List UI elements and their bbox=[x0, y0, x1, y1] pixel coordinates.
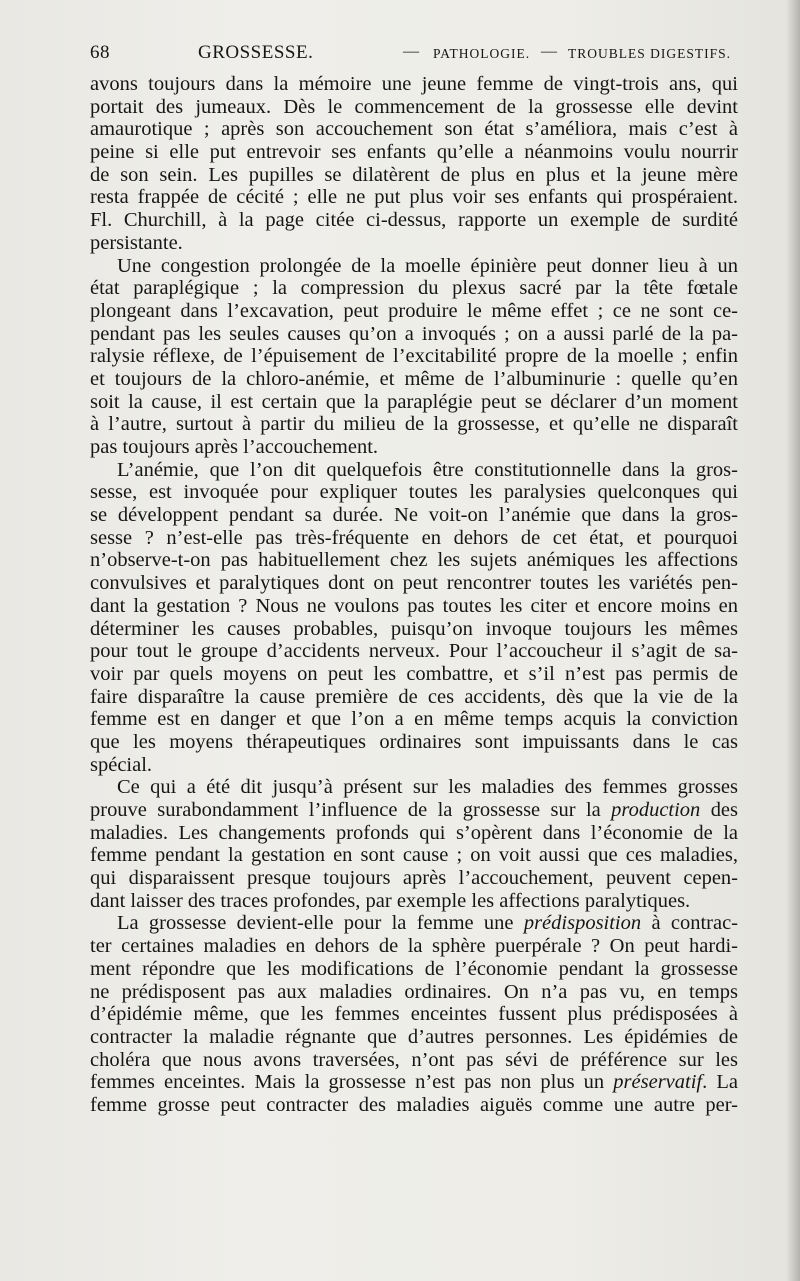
text-line: contracter la maladie régnante que d’autres personnes. Les épidémies de bbox=[90, 1025, 738, 1048]
text-line: que les moyens thérapeutiques ordinaires sont impuissants dans le cas bbox=[90, 730, 738, 753]
paragraph-start-line: Ce qui a été dit jusqu’à présent sur les maladies des femmes grosses bbox=[117, 776, 738, 799]
text-line: d’épidémie même, que les femmes enceintes fussent plus prédisposées à bbox=[90, 1003, 738, 1026]
text-line: état paraplégique ; la compression du plexus sacré par la tête fœtale bbox=[90, 277, 738, 300]
text-span: femmes enceintes. Mais la grossesse n’est pas non plus un bbox=[90, 1071, 614, 1094]
text-line bbox=[90, 1071, 738, 1094]
text-line: ment répondre que les modifications de l’économie pendant la grossesse bbox=[90, 957, 738, 980]
text-line: et toujours de la chloro-anémie, et même de l’albuminurie : quelle qu’en bbox=[90, 367, 738, 390]
text-line: ter certaines maladies en dehors de la sphère puerpérale ? On peut hardi- bbox=[90, 935, 738, 958]
header-title: GROSSESSE. bbox=[198, 42, 314, 63]
text-line: avons toujours dans la mémoire une jeune femme de vingt-trois ans, qui bbox=[90, 73, 738, 95]
header-dash: — bbox=[403, 43, 419, 60]
text-line: dant laisser des traces profondes, par exemple les affections paralytiques. bbox=[90, 889, 691, 912]
text-line: persistante. bbox=[90, 231, 183, 254]
text-line bbox=[90, 799, 738, 822]
running-header bbox=[90, 42, 738, 72]
text-line: femme grosse peut contracter des maladies aiguës comme une autre per- bbox=[90, 1093, 738, 1116]
text-line: de son sein. Les pupilles se dilatèrent de plus en plus et la jeune mère bbox=[90, 163, 738, 186]
text-line: sesse, est invoquée pour expliquer toutes les paralysies quelconques qui bbox=[90, 481, 738, 504]
text-line: maladies. Les changements profonds qui s’opèrent dans l’économie de la bbox=[90, 821, 738, 844]
text-line: convulsives et paralytiques dont on peut rencontrer toutes les variétés pen- bbox=[90, 572, 738, 595]
text-line: pendant pas les seules causes qu’on a invoqués ; on a aussi parlé de la pa- bbox=[90, 322, 738, 345]
text-line: qui disparaissent presque toujours après l’accouchement, peuvent cepen- bbox=[90, 867, 738, 890]
header-section: PATHOLOGIE. bbox=[433, 46, 531, 61]
text-line: pour tout le groupe d’accidents nerveux. Pour l’accoucheur il s’agit de sa- bbox=[90, 640, 738, 663]
page-number: 68 bbox=[90, 42, 110, 63]
text-line: peine si elle put entrevoir ses enfants qu’elle a néanmoins voulu nourrir bbox=[90, 141, 738, 164]
text-line: à l’autre, surtout à partir du milieu de la grossesse, et qu’elle ne disparaît bbox=[90, 413, 738, 436]
text-line: sesse ? n’est-elle pas très-fréquente en dehors de cet état, et pourquoi bbox=[90, 526, 738, 549]
italic-term: prédisposition bbox=[523, 912, 642, 935]
italic-term: production bbox=[611, 799, 701, 821]
text-line: n’observe-t-on pas habituellement chez les sujets anémiques les affections bbox=[90, 549, 738, 572]
text-line: voir par quels moyens on peut les combattre, et s’il n’est pas permis de bbox=[90, 662, 738, 685]
text-span: à contrac- bbox=[641, 912, 738, 935]
text-line: ne prédisposent pas aux maladies ordinaires. On n’a pas vu, en temps bbox=[90, 980, 738, 1003]
header-subsection: TROUBLES DIGESTIFS. bbox=[568, 46, 732, 61]
italic-term: préservatif bbox=[613, 1071, 703, 1094]
text-span: La grossesse devient-elle pour la femme une bbox=[117, 912, 524, 935]
text-line: femme est en danger et que l’on a en même temps acquis la conviction bbox=[90, 708, 738, 731]
paragraph-start-line: Une congestion prolongée de la moelle épinière peut donner lieu à un bbox=[117, 254, 738, 277]
text-line: faire disparaître la cause première de ces accidents, dès que la vie de la bbox=[90, 685, 738, 708]
text-line: ralysie réflexe, de l’épuisement de l’excitabilité propre de la moelle ; enfin bbox=[90, 345, 738, 368]
text-line: soit la cause, il est certain que la paraplégie peut se déclarer d’un moment bbox=[90, 390, 738, 413]
text-span: . La bbox=[702, 1071, 738, 1094]
text-line: dant la gestation ? Nous ne voulons pas toutes les citer et encore moins en bbox=[90, 594, 738, 617]
text-line: resta frappée de cécité ; elle ne put plus voir ses enfants qui prospéraient. bbox=[90, 186, 738, 209]
text-span: prouve surabondamment l’influence de la grossesse sur la bbox=[90, 799, 612, 821]
header-dash: — bbox=[541, 43, 557, 60]
text-span: des bbox=[700, 799, 738, 821]
text-line: plongeant dans l’excavation, peut produire le même effet ; ce ne sont ce- bbox=[90, 299, 738, 322]
text-line: spécial. bbox=[90, 753, 153, 776]
text-line: pas toujours après l’accouchement. bbox=[90, 436, 379, 458]
text-line: déterminer les causes probables, puisqu’on invoque toujours les mêmes bbox=[90, 617, 738, 640]
text-line: Fl. Churchill, à la page citée ci-dessus, rapporte un exemple de surdité bbox=[90, 209, 738, 232]
text-line: femme pendant la gestation en sont cause ; on voit aussi que ces maladies, bbox=[90, 844, 738, 867]
body-text bbox=[90, 73, 738, 1117]
page-edge-shadow bbox=[786, 0, 800, 1281]
paragraph-start-line bbox=[90, 912, 738, 935]
text-line: se développent pendant sa durée. Ne voit-on l’anémie que dans la gros- bbox=[90, 504, 738, 527]
paragraph-start-line: L’anémie, que l’on dit quelquefois être constitutionnelle dans la gros- bbox=[117, 458, 738, 481]
text-line: portait des jumeaux. Dès le commencement de la grossesse elle devint bbox=[90, 95, 738, 118]
text-line: amaurotique ; après son accouchement son état s’améliora, mais c’est à bbox=[90, 118, 738, 141]
text-line: choléra que nous avons traversées, n’ont pas sévi de préférence sur les bbox=[90, 1048, 738, 1071]
